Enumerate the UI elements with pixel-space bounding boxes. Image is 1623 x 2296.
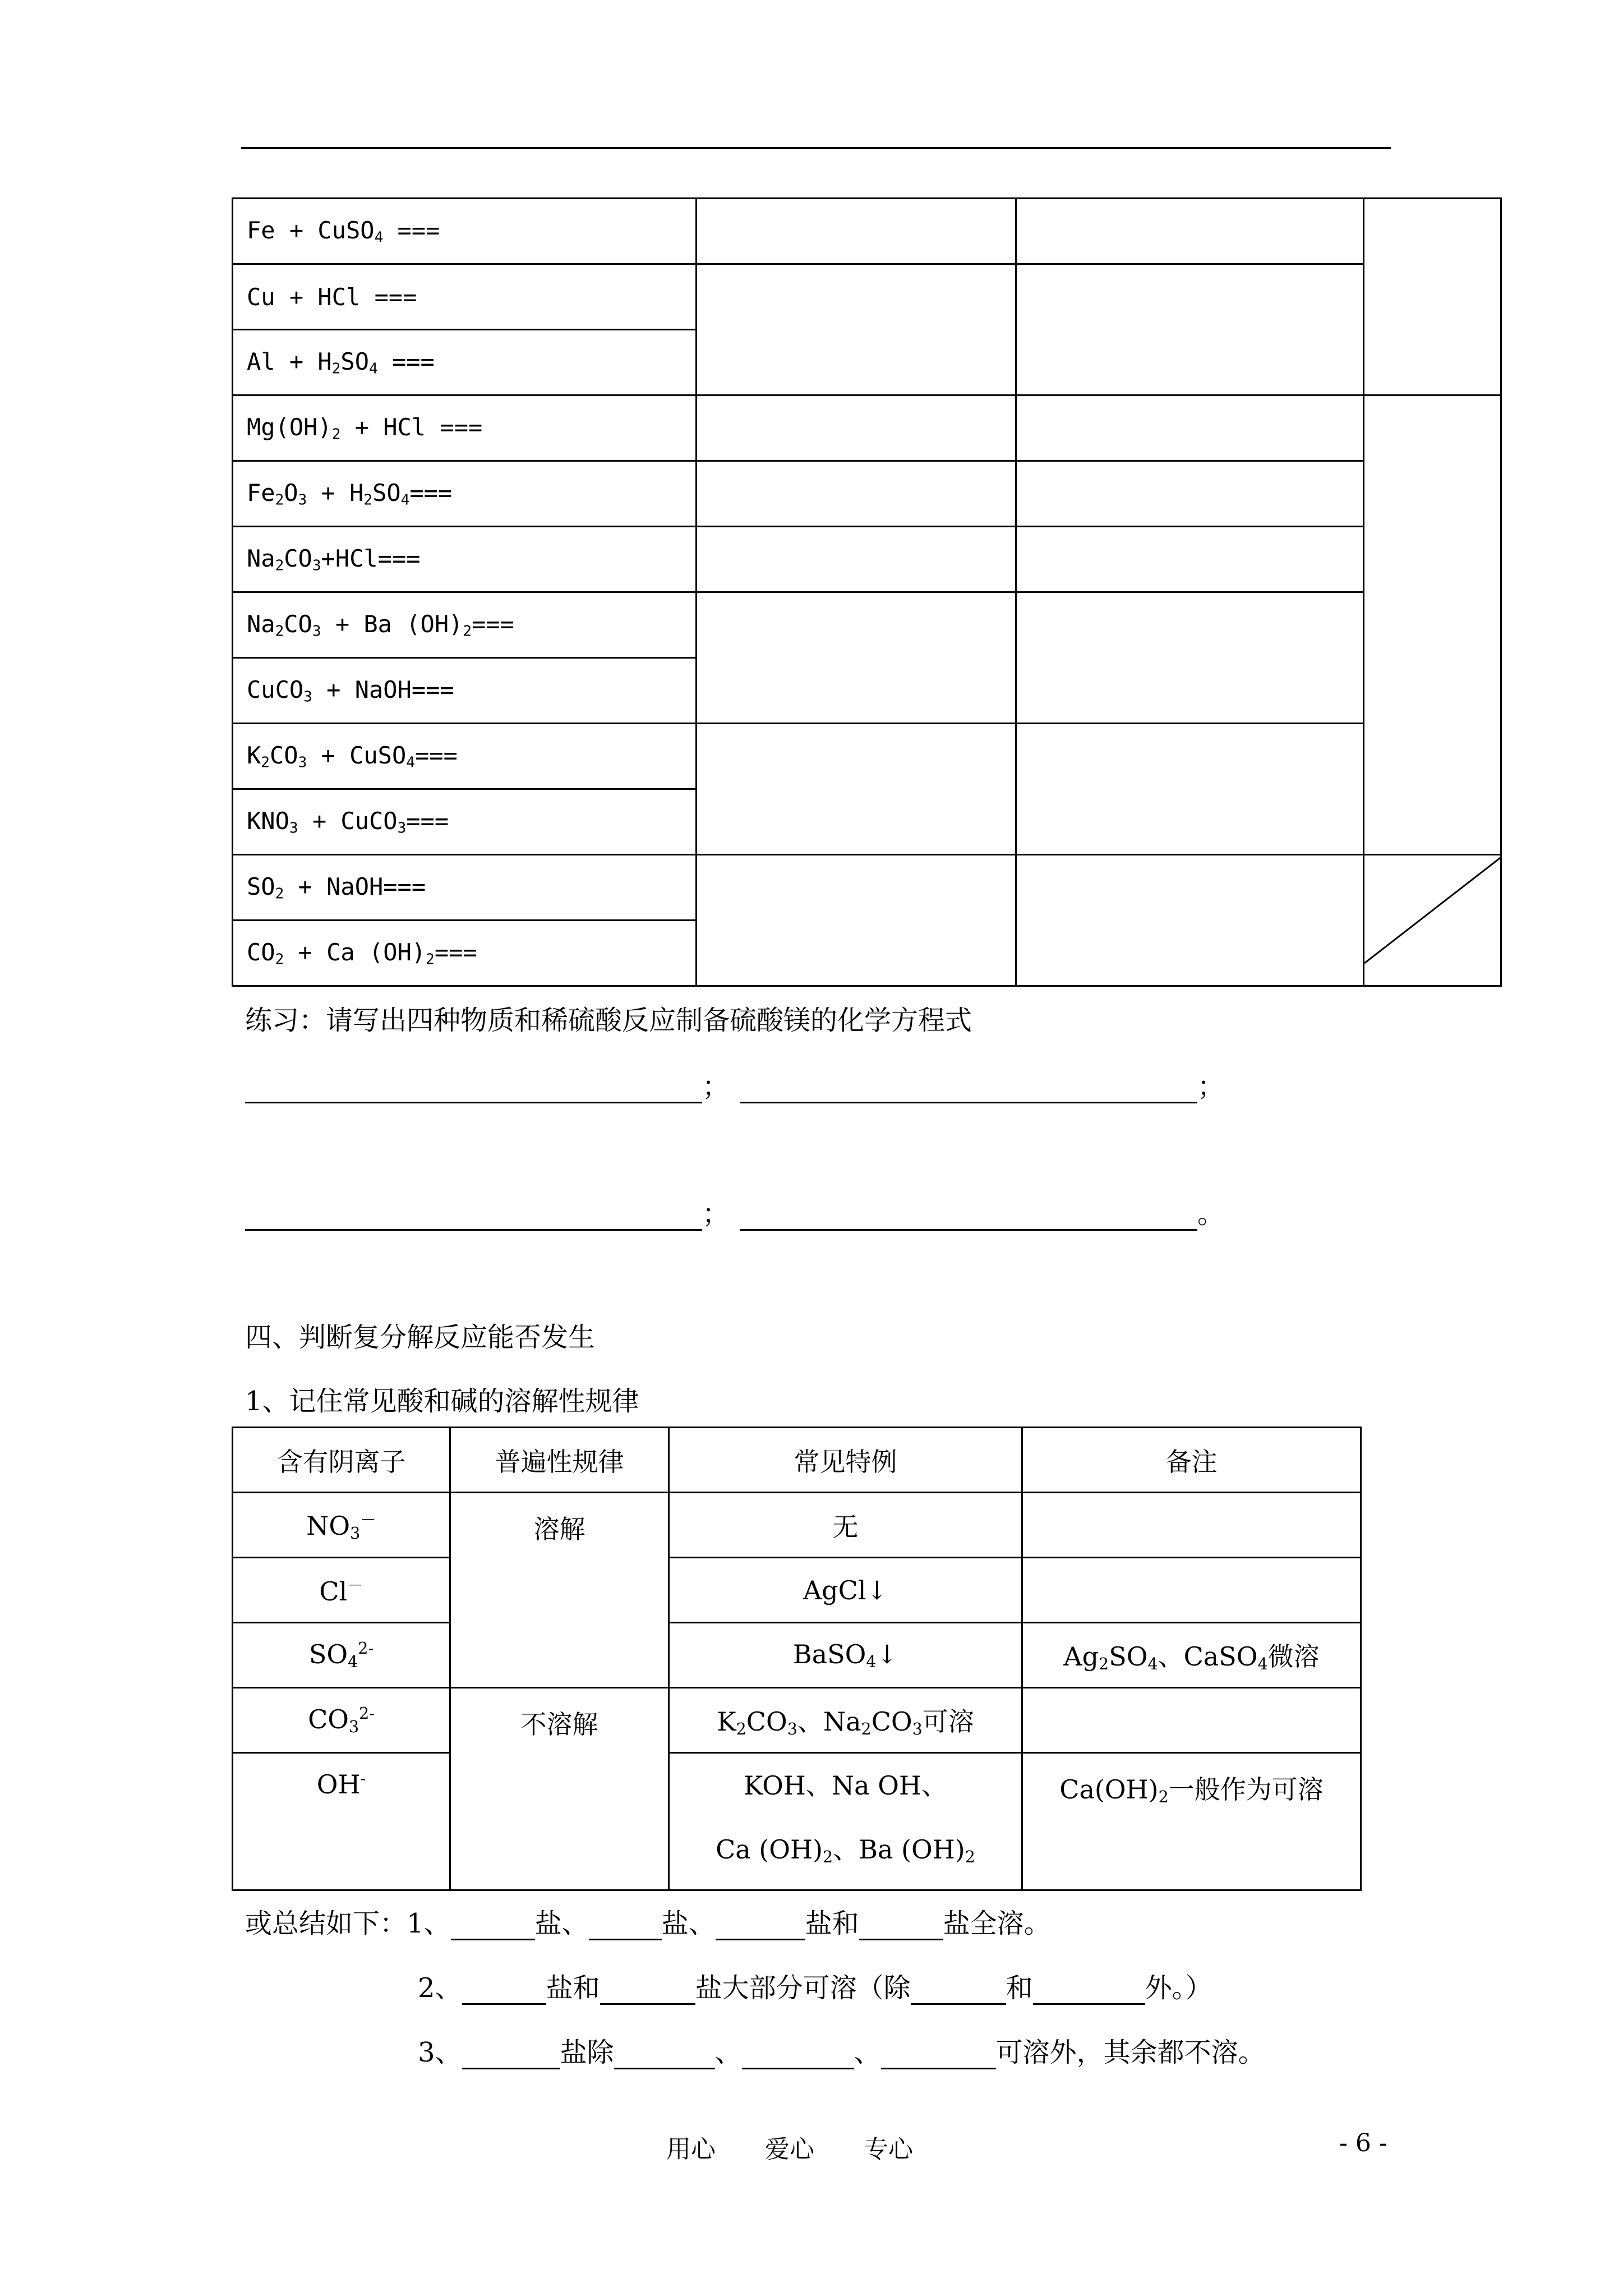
answer-blank[interactable] (462, 2040, 560, 2069)
ion-cl: Cl－ (233, 1558, 450, 1623)
answer-blank[interactable] (462, 1975, 546, 2005)
answer-blank[interactable] (451, 1911, 535, 1940)
answer-cell[interactable] (1364, 199, 1501, 395)
header-exception: 常见特例 (669, 1428, 1022, 1493)
answer-blank[interactable] (911, 1975, 1006, 2005)
answer-blank[interactable] (245, 1201, 702, 1231)
header-rule: 普遍性规律 (450, 1428, 669, 1493)
answer-blank[interactable] (740, 1201, 1197, 1231)
exception-agcl: AgCl↓ (669, 1558, 1022, 1623)
answer-cell[interactable] (697, 395, 1016, 461)
answer-blank[interactable] (742, 2040, 854, 2069)
answer-cell[interactable] (1016, 724, 1364, 855)
answer-cell[interactable] (1364, 395, 1501, 855)
answer-cell[interactable] (1016, 527, 1364, 592)
header-anion: 含有阴离子 (233, 1428, 450, 1493)
answer-cell[interactable] (697, 199, 1016, 264)
answer-cell[interactable] (697, 527, 1016, 592)
diagonal-cell (1364, 855, 1501, 986)
ion-no3: $NO_3^-$ (233, 1493, 450, 1558)
remark-empty (1022, 1493, 1361, 1558)
remark-empty (1022, 1688, 1361, 1753)
footer-motto: 用心 爱心 专心 (666, 2135, 913, 2164)
page-number: - 6 - (1339, 2129, 1387, 2157)
header-rule (241, 147, 1391, 149)
reaction-eq-2: $Al + H_2SO_4$ === (233, 330, 697, 395)
subsection-heading: 1、记住常见酸和碱的溶解性规律 (245, 1386, 639, 1417)
header-remark: 备注 (1022, 1428, 1361, 1493)
reaction-eq-3: $Mg(OH)_2$ + HCl === (233, 395, 697, 461)
answer-cell[interactable] (1016, 199, 1364, 264)
diagonal-line (1364, 857, 1502, 984)
reaction-eq-4: $Fe_2O_3 + H_2SO_4===$ (233, 461, 697, 527)
answer-cell[interactable] (1016, 395, 1364, 461)
exercise-line-2: ； 。 (245, 1192, 1224, 1231)
answer-blank[interactable] (614, 2040, 715, 2069)
ion-so4: $SO_4^{2-}$ (233, 1623, 450, 1688)
answer-cell[interactable] (1016, 855, 1364, 986)
reaction-table (232, 197, 1502, 987)
rule-insoluble: 不溶解 (450, 1688, 669, 1890)
reaction-eq-8: $K_2CO_3$ + CuSO$_4$=== (233, 724, 697, 789)
reaction-eq-5: $Na_2CO_3+HCl===$ (233, 527, 697, 592)
summary-line-1: 或总结如下：1、 盐、 盐、 盐和 盐全溶。 (245, 1908, 1051, 1939)
exception-co3: $K_2CO_3$、$Na_2CO_3$可溶 (669, 1688, 1022, 1753)
exercise-prompt: 练习：请写出四种物质和稀硫酸反应制备硫酸镁的化学方程式 (245, 1005, 972, 1036)
summary-line-2: 2、 盐和 盐大部分可溶（除 和 外。） (418, 1972, 1212, 2004)
summary-line-3: 3、 盐除 、 、 可溶外，其余都不溶。 (418, 2037, 1265, 2068)
section-heading: 四、判断复分解反应能否发生 (245, 1322, 596, 1353)
answer-blank[interactable] (881, 2040, 996, 2069)
solubility-table (232, 1427, 1362, 1891)
answer-blank[interactable] (859, 1911, 943, 1940)
answer-blank[interactable] (1033, 1975, 1145, 2005)
ion-co3: $CO_3^{2-}$ (233, 1688, 450, 1753)
answer-cell[interactable] (1016, 461, 1364, 527)
answer-blank[interactable] (600, 1975, 695, 2005)
reaction-eq-0: Fe + CuSO$_4$ === (233, 199, 697, 264)
exception-baso4: BaSO$_4$↓ (669, 1623, 1022, 1688)
answer-cell[interactable] (697, 264, 1016, 395)
remark-so4: $Ag_2SO_4$、CaSO$_4$微溶 (1022, 1623, 1361, 1688)
ion-oh: OH- (233, 1753, 450, 1890)
reaction-eq-9: $KNO_3$ + CuCO$_3$=== (233, 789, 697, 855)
answer-blank[interactable] (245, 1074, 702, 1103)
answer-cell[interactable] (697, 461, 1016, 527)
answer-blank[interactable] (589, 1911, 662, 1940)
reaction-eq-11: $CO_2 + Ca$ $(OH)_2===$ (233, 921, 697, 986)
answer-cell[interactable] (697, 855, 1016, 986)
exception-none: 无 (669, 1493, 1022, 1558)
answer-cell[interactable] (697, 724, 1016, 855)
answer-blank[interactable] (716, 1911, 805, 1940)
answer-blank[interactable] (740, 1074, 1197, 1103)
remark-oh: $Ca(OH)_2$一般作为可溶 (1022, 1753, 1361, 1890)
reaction-eq-6: $Na_2CO_3 + Ba$ $(OH)_2===$ (233, 592, 697, 658)
reaction-eq-1: Cu + HCl === (233, 264, 697, 330)
reaction-eq-7: CuCO$_3$ + NaOH=== (233, 658, 697, 724)
reaction-eq-10: $SO_2$ + NaOH=== (233, 855, 697, 921)
answer-cell[interactable] (1016, 264, 1364, 395)
answer-cell[interactable] (1016, 592, 1364, 724)
answer-cell[interactable] (697, 592, 1016, 724)
remark-empty (1022, 1558, 1361, 1623)
rule-dissolve: 溶解 (450, 1493, 669, 1688)
exception-oh: KOH、Na OH、 Ca $(OH)_2$、Ba $(OH)_2$ (669, 1753, 1022, 1890)
exercise-line-1: ； ； (245, 1065, 1224, 1103)
